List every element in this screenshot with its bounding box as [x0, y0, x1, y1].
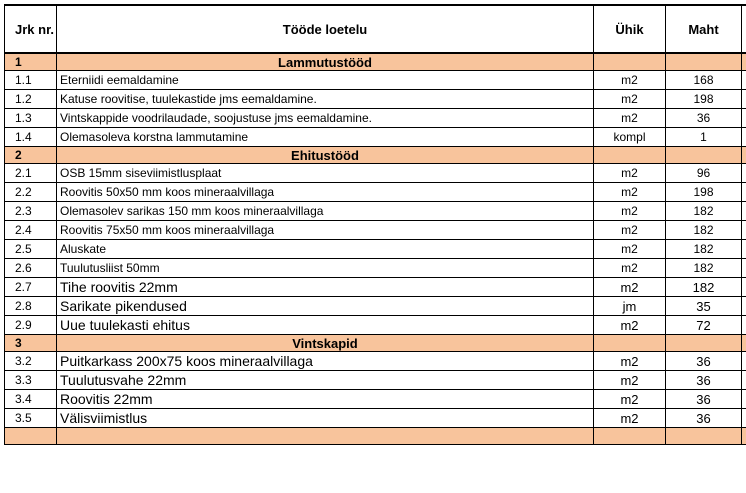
cell-description[interactable]: Sarikate pikendused	[57, 297, 594, 316]
table-row	[5, 90, 746, 109]
cell-description[interactable]: Välisviimistlus	[57, 409, 594, 428]
cell-description[interactable]: Aluskate	[57, 240, 594, 259]
table-row	[5, 109, 746, 128]
cell-quantity[interactable]	[666, 147, 742, 164]
cell-quantity[interactable]	[666, 428, 742, 445]
cell-unit[interactable]	[594, 335, 666, 352]
header-row	[5, 5, 746, 53]
cell-description[interactable]: Lammutustööd	[57, 53, 594, 71]
header-extra-cell[interactable]	[742, 5, 746, 53]
table-row	[5, 297, 746, 316]
cell-extra[interactable]	[742, 164, 746, 183]
cell-quantity[interactable]: 198	[666, 90, 742, 109]
cell-unit[interactable]: m2	[594, 183, 666, 202]
cell-unit[interactable]: m2	[594, 259, 666, 278]
cell-extra[interactable]	[742, 90, 746, 109]
cell-unit[interactable]: m2	[594, 371, 666, 390]
cell-unit[interactable]: m2	[594, 71, 666, 90]
cell-unit[interactable]: m2	[594, 278, 666, 297]
table-row	[5, 259, 746, 278]
cell-unit[interactable]: m2	[594, 240, 666, 259]
cell-description[interactable]: Eterniidi eemaldamine	[57, 71, 594, 90]
cell-extra[interactable]	[742, 409, 746, 428]
cell-quantity[interactable]: 182	[666, 259, 742, 278]
cell-nr[interactable]: 3.4	[5, 390, 57, 409]
table-row	[5, 221, 746, 240]
cell-nr[interactable]: 2.5	[5, 240, 57, 259]
cell-nr[interactable]: 2.4	[5, 221, 57, 240]
cell-description[interactable]: Tuulutusvahe 22mm	[57, 371, 594, 390]
cell-nr[interactable]: 1	[5, 53, 57, 71]
cell-nr[interactable]: 2.7	[5, 278, 57, 297]
cell-description[interactable]	[57, 428, 594, 445]
cell-nr[interactable]: 3.3	[5, 371, 57, 390]
cell-nr[interactable]: 2.8	[5, 297, 57, 316]
cell-quantity[interactable]: 36	[666, 409, 742, 428]
spreadsheet	[4, 4, 746, 445]
header-nr[interactable]: Jrk nr.	[5, 5, 57, 53]
section-row	[5, 147, 746, 164]
cell-quantity[interactable]: 1	[666, 128, 742, 147]
cell-extra[interactable]	[742, 147, 746, 164]
table-row	[5, 71, 746, 90]
cell-extra[interactable]	[742, 259, 746, 278]
cell-unit[interactable]	[594, 53, 666, 71]
cell-quantity[interactable]: 182	[666, 221, 742, 240]
cell-description[interactable]: Olemasoleva korstna lammutamine	[57, 128, 594, 147]
cell-unit[interactable]: m2	[594, 221, 666, 240]
cell-unit[interactable]: m2	[594, 409, 666, 428]
cell-quantity[interactable]: 182	[666, 240, 742, 259]
cell-nr[interactable]: 1.3	[5, 109, 57, 128]
cell-extra[interactable]	[742, 183, 746, 202]
cell-unit[interactable]: m2	[594, 164, 666, 183]
cell-unit[interactable]: m2	[594, 109, 666, 128]
cell-extra[interactable]	[742, 71, 746, 90]
cell-nr[interactable]: 2.3	[5, 202, 57, 221]
cell-description[interactable]: Vintskappide voodrilaudade, soojustuse jms eemaldamine.	[57, 109, 594, 128]
cell-quantity[interactable]	[666, 335, 742, 352]
cell-description[interactable]: OSB 15mm siseviimistlusplaat	[57, 164, 594, 183]
cell-quantity[interactable]: 182	[666, 202, 742, 221]
cell-unit[interactable]: m2	[594, 390, 666, 409]
table-row	[5, 240, 746, 259]
table-row	[5, 183, 746, 202]
cell-extra[interactable]	[742, 221, 746, 240]
table-row	[5, 371, 746, 390]
cell-extra[interactable]	[742, 128, 746, 147]
cell-extra[interactable]	[742, 202, 746, 221]
table-row	[5, 278, 746, 297]
cell-quantity[interactable]: 72	[666, 316, 742, 335]
cell-nr[interactable]: 1.4	[5, 128, 57, 147]
cell-unit[interactable]: m2	[594, 352, 666, 371]
cell-description[interactable]: Roovitis 50x50 mm koos mineraalvillaga	[57, 183, 594, 202]
cell-nr[interactable]: 2.6	[5, 259, 57, 278]
table-row	[5, 409, 746, 428]
section-row	[5, 53, 746, 71]
table-row	[5, 352, 746, 371]
table-row	[5, 202, 746, 221]
cell-description[interactable]: Ehitustööd	[57, 147, 594, 164]
cell-nr[interactable]: 2.1	[5, 164, 57, 183]
cell-nr[interactable]: 3.5	[5, 409, 57, 428]
cell-quantity[interactable]: 36	[666, 352, 742, 371]
cell-unit[interactable]: kompl	[594, 128, 666, 147]
header-description[interactable]: Tööde loetelu	[57, 5, 594, 53]
table-row	[5, 316, 746, 335]
cell-extra[interactable]	[742, 335, 746, 352]
cell-extra[interactable]	[742, 316, 746, 335]
cell-quantity[interactable]	[666, 53, 742, 71]
cell-quantity[interactable]: 96	[666, 164, 742, 183]
cell-description[interactable]: Olemasolev sarikas 150 mm koos mineraalvillaga	[57, 202, 594, 221]
cell-extra[interactable]	[742, 109, 746, 128]
cell-extra[interactable]	[742, 53, 746, 71]
cell-description[interactable]: Katuse roovitise, tuulekastide jms eemaldamine.	[57, 90, 594, 109]
cell-quantity[interactable]: 182	[666, 278, 742, 297]
cell-quantity[interactable]: 36	[666, 371, 742, 390]
section-row	[5, 335, 746, 352]
cell-description[interactable]: Roovitis 22mm	[57, 390, 594, 409]
cell-unit[interactable]: jm	[594, 297, 666, 316]
cell-quantity[interactable]: 198	[666, 183, 742, 202]
cell-extra[interactable]	[742, 352, 746, 371]
cell-extra[interactable]	[742, 390, 746, 409]
cell-description[interactable]: Vintskapid	[57, 335, 594, 352]
cell-quantity[interactable]: 36	[666, 109, 742, 128]
table-row	[5, 128, 746, 147]
cell-quantity[interactable]: 168	[666, 71, 742, 90]
cell-nr[interactable]: 1.1	[5, 71, 57, 90]
header-unit[interactable]: Ühik	[594, 5, 666, 53]
cell-unit[interactable]: m2	[594, 90, 666, 109]
cell-description[interactable]: Uue tuulekasti ehitus	[57, 316, 594, 335]
cell-unit[interactable]: m2	[594, 202, 666, 221]
cell-unit[interactable]	[594, 428, 666, 445]
cell-extra[interactable]	[742, 371, 746, 390]
cell-quantity[interactable]: 35	[666, 297, 742, 316]
cell-extra[interactable]	[742, 278, 746, 297]
table-row	[5, 164, 746, 183]
cell-description[interactable]: Puitkarkass 200x75 koos mineraalvillaga	[57, 352, 594, 371]
cell-extra[interactable]	[742, 297, 746, 316]
works-table	[4, 4, 746, 445]
cell-description[interactable]: Tuulutusliist 50mm	[57, 259, 594, 278]
cell-description[interactable]: Roovitis 75x50 mm koos mineraalvillaga	[57, 221, 594, 240]
section-row	[5, 428, 746, 445]
cell-extra[interactable]	[742, 240, 746, 259]
cell-nr[interactable]: 3	[5, 335, 57, 352]
cell-description[interactable]: Tihe roovitis 22mm	[57, 278, 594, 297]
cell-nr[interactable]: 3.2	[5, 352, 57, 371]
header-quantity[interactable]: Maht	[666, 5, 742, 53]
cell-nr[interactable]: 1.2	[5, 90, 57, 109]
cell-nr[interactable]: 2	[5, 147, 57, 164]
cell-unit[interactable]	[594, 147, 666, 164]
table-row	[5, 390, 746, 409]
cell-extra[interactable]	[742, 428, 746, 445]
cell-nr[interactable]: 2.2	[5, 183, 57, 202]
cell-unit[interactable]: m2	[594, 316, 666, 335]
cell-nr[interactable]: 2.9	[5, 316, 57, 335]
cell-nr[interactable]	[5, 428, 57, 445]
cell-quantity[interactable]: 36	[666, 390, 742, 409]
